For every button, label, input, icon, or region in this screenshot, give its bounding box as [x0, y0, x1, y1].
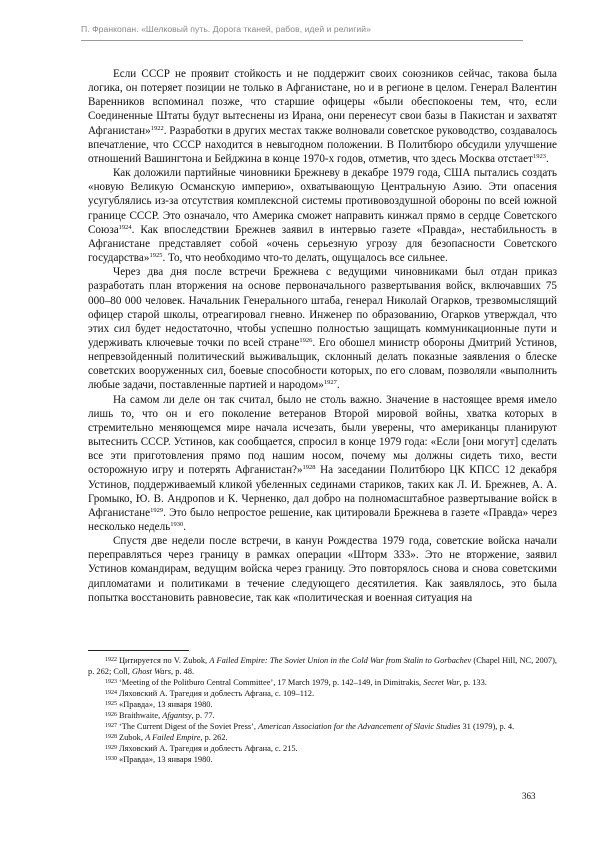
- footnote-text: Braithwaite,: [119, 711, 163, 720]
- footnote: [88, 732, 557, 743]
- page-number: 363: [522, 791, 536, 801]
- footnote-number: 1924: [105, 689, 117, 696]
- footnote-text: , p. 262.: [200, 733, 228, 742]
- text-run: Через два дня после встречи Брежнева с ведущими чиновниками был отдан приказ разработать план вторжения на основе первоначального развертывания войск, включавших 75 000–80 000 человек. Начальник Генерального штаба, генерал Николай Огарков, трезвомыслящий офицер старой школы, отреагировал гневно. Инженер по образованию, Огарков утверждал, что этих сил будет недостаточно, чтобы успешно полностью защищать коммуникационные пути и удерживать ключевые точки по всей стране: [88, 266, 557, 349]
- footnote-ref[interactable]: 1926: [299, 336, 313, 344]
- footnote-ref[interactable]: 1922: [150, 124, 164, 132]
- paragraph: [88, 166, 557, 265]
- text-run: . Разработки в других местах также волновали советское руководство, создавалось впечатление, что СССР находится в невыгодном положении. В Политбюро обсудили улучшение отношений Вашингтона и Бейджина в конце 1970-х годов, отметив, что здесь Москва отстает: [88, 124, 557, 165]
- footnote-text: ‘The Current Digest of the Soviet Press’,: [119, 722, 259, 731]
- footnote-text: Ляховский А. Трагедия и доблесть Афгана, с. 109–112.: [119, 689, 315, 698]
- text-run: Если СССР не проявит стойкость и не поддержит своих союзников сейчас, такова была логика, он потеряет позиции не только в Афганистане, но и в регионе в целом. Генерал Валентин Варенников вспоминал позже, что старшие офицеры «были обеспокоены тем, что, если Соединенные Штаты будут вытеснены из Ирана, они перенесут свои базы в Пакистан и захватят Афганистан»: [88, 68, 557, 137]
- footnote-ref[interactable]: 1930: [170, 521, 184, 528]
- footnote-text: 31 (1979), p. 4.: [460, 722, 515, 731]
- footnote-ref[interactable]: 1924: [118, 223, 132, 231]
- footnote-italic-title: A Failed Empire: The Soviet Union in the Cold War from Stalin to Gorbachev: [209, 656, 472, 665]
- footnote-text: Zubok,: [119, 733, 146, 742]
- footnote-ref[interactable]: 1925: [149, 252, 163, 260]
- footnote-text: (Chapel Hill, NC, 2007), p. 262; Coll,: [88, 656, 557, 676]
- footnote: [88, 655, 557, 677]
- footnote: [88, 743, 557, 754]
- footnote-number: 1928: [105, 733, 117, 740]
- paragraph: [88, 393, 557, 535]
- running-title: П. Франкопан. «Шелковый путь. Дорога тканей, рабов, идей и религий»: [81, 24, 371, 34]
- footnote-number: 1922: [105, 656, 117, 663]
- text-run: . Его обошел министр обороны Дмитрий Устинов, непревзойденный политический выживальщик, склонный делать показные заявления о блеске советских вооруженных сил, боевые способности которых, по его словам, позволяли «выполнить любые задачи, поставленные партией и народом»: [88, 336, 557, 392]
- footnote-text: , p. 133.: [459, 678, 487, 687]
- footnote-number: 1923: [105, 678, 117, 685]
- footnote: [88, 710, 557, 721]
- text-run: . Как впоследствии Брежнев заявил в интервью газете «Правда», нестабильность в Афганистане представляет собой «очень серьезную угрозу для безопасности Советского государства»: [88, 223, 557, 265]
- footnote-text: «Правда», 13 января 1980.: [119, 755, 213, 764]
- footnote-number: 1925: [105, 700, 117, 707]
- footnote-text: Цитируется по V. Zubok,: [119, 656, 210, 665]
- text-run: На самом ли деле он так считал, было не столь важно. Значение в настоящее время имело лишь то, что он и его поколение ветеранов Второй мировой войны, хватка которых в стремительно меняющемся мире начала исчезать, были уверены, что американцы планируют вытеснить СССР. Устинов, как сообщается, спросил в конце 1979 года: «Если [они могут] сделать все эти приготовления прямо под нашим носом, почему мы должны сидеть тихо, вести осторожную игру и потерять Афганистан?»: [88, 393, 557, 477]
- footnote: [88, 677, 557, 688]
- text-run: На заседании Политбюро ЦК КПСС 12 декабря Устинов, поддерживаемый кликой убеленных сединами стариков, таких как Л. И. Брежнев, А. А. Громыко, Ю. В. Андропов и К. Черненко, дал добро на полномасштабное развертывание войск в Афганистане: [88, 464, 557, 519]
- footnotes: [88, 655, 557, 765]
- header-divider: [81, 40, 523, 41]
- footnote-number: 1927: [105, 722, 117, 729]
- footnote-text: ‘Meeting of the Politburo Central Committee’, 17 March 1979, p. 142–149, in Dimitrakis,: [119, 678, 424, 687]
- footnote-italic-title: A Failed Empire: [145, 733, 201, 742]
- footnote-italic-title: Secret War: [423, 678, 460, 687]
- footnote-italic-title: Afgantsy: [162, 711, 192, 720]
- footnote-divider: [88, 650, 189, 651]
- paragraph: [88, 67, 557, 166]
- text-run: Как доложили партийные чиновники Брежневу в декабре 1979 года, США пытались создать «новую Великую Османскую империю», охватывающую Центральную Азию. Эти опасения усугублялись из-за отсутствия комплексной системы противовоздушной обороны по всей южной границе СССР. Это означало, что Америка сможет направить кинжал прямо в сердце Советского Союза: [88, 167, 557, 236]
- footnote-ref[interactable]: 1923: [532, 152, 546, 160]
- footnote-text: «Правда», 13 января 1980.: [119, 700, 213, 709]
- text-run: .: [545, 152, 549, 165]
- footnote-ref[interactable]: 1929: [150, 506, 164, 514]
- footnote-number: 1926: [105, 711, 117, 718]
- footnote-ref[interactable]: 1928: [302, 464, 316, 472]
- text-run: Спустя две недели после встречи, в канун Рождества 1979 года, советские войска начали переправляться через границу в рамках операции «Шторм 333». Это не вторжение, заявил Устинов командирам, ведущим войска через границу. Это повторялось снова и снова советскими дипломатами и политиками в течение следующего десятилетия. Как заявлялось, это была попытка восстановить равновесие, так как «политическая и военная ситуация на: [88, 535, 557, 604]
- footnote-number: 1929: [105, 744, 117, 751]
- page-header: [0, 0, 600, 44]
- text-run: .: [336, 379, 340, 392]
- text-run: .: [183, 521, 187, 533]
- footnote-text: , p. 48.: [171, 667, 195, 676]
- paragraph: [88, 534, 557, 605]
- footnote-text: , p. 77.: [191, 711, 215, 720]
- paragraph: [88, 265, 557, 392]
- footnote-number: 1930: [105, 755, 117, 762]
- footnote: [88, 699, 557, 710]
- text-run: . То, что необходимо что-то делать, ощущалось все сильнее.: [162, 252, 448, 265]
- body-text: [88, 67, 557, 605]
- footnote-text: Ляховский А. Трагедия и доблесть Афгана, с. 215.: [119, 744, 298, 753]
- footnote-italic-title: American Association for the Advancement of Slavic Studies: [258, 722, 461, 731]
- footnote: [88, 721, 557, 732]
- footnote-italic-title: Ghost Wars: [131, 667, 171, 676]
- footnote: [88, 688, 557, 699]
- text-run: . Это было непростое решение, как цитировали Брежнева в газете «Правда» через несколько недель: [88, 506, 557, 533]
- footnote-ref[interactable]: 1927: [323, 379, 337, 387]
- footnote: [88, 754, 557, 765]
